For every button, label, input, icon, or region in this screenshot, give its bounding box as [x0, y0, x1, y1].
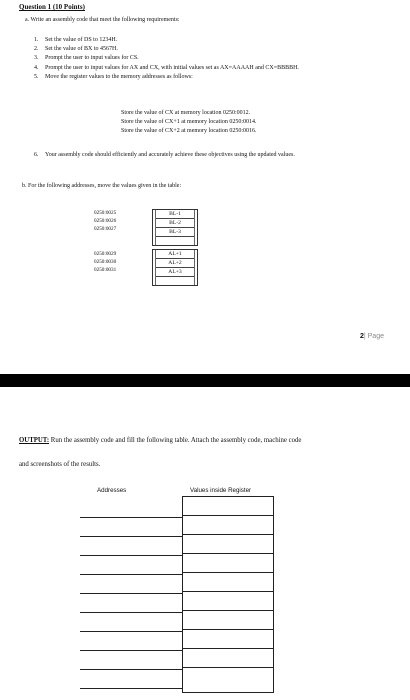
address-entry-row[interactable] [80, 632, 182, 651]
page-divider [0, 374, 410, 387]
requirement-item [34, 46, 374, 54]
value-entry-row[interactable] [183, 630, 273, 649]
value-entry-row[interactable] [183, 554, 273, 573]
address-label: 0250:0027 [94, 226, 117, 232]
output-addresses-column [80, 499, 182, 689]
values-column-header: Values inside Register [190, 487, 252, 494]
address-entry-row[interactable] [80, 613, 182, 632]
address-label: 0250:0030 [94, 259, 117, 265]
output-text: Run the assembly code and fill the following table. Attach the assembly code, machine code [49, 437, 302, 444]
requirement-number: 4. [34, 64, 39, 71]
table-cell: AL+1 [156, 250, 194, 259]
page-word: | Page [363, 333, 384, 340]
table-cell: AL+2 [156, 259, 194, 268]
output-instruction-cont: and screenshots of the results. [19, 461, 101, 468]
address-label: 0250:0031 [94, 267, 117, 273]
page-number [360, 333, 384, 340]
page-number-value: 2 [359, 333, 364, 340]
requirement-item [34, 74, 374, 82]
address-entry-row[interactable] [80, 537, 182, 556]
requirement-number: 1. [34, 37, 39, 43]
address-label: 0250:0026 [94, 218, 117, 224]
bl-values-table [152, 209, 198, 246]
output-label: OUTPUT: [19, 437, 50, 444]
question-title: Question 1 (10 Points) [19, 3, 85, 11]
store-line: Store the value of CX+2 at memory location 0250:0016. [121, 128, 257, 134]
value-entry-row[interactable] [183, 497, 273, 516]
requirement-item [34, 55, 374, 63]
table-cell: BL-1 [156, 210, 194, 219]
part-b-instruction: b. For the following addresses, move the values given in the table: [22, 183, 182, 189]
addresses-column-header: Addresses [97, 487, 127, 494]
value-entry-row[interactable] [183, 516, 273, 535]
address-entry-row[interactable] [80, 518, 182, 537]
value-entry-row[interactable] [183, 592, 273, 611]
address-group-2 [94, 250, 116, 274]
part-a-instruction: a. Write an assembly code that meet the following requirements: [25, 17, 180, 23]
store-instructions [121, 109, 257, 136]
store-line: Store the value of CX at memory location 0250:0012. [121, 110, 251, 116]
requirement-text: Prompt the user to input values for CS. [45, 55, 139, 62]
requirement-text: Your assembly code should efficiently and accurately achieve these objectives using the updated values. [45, 152, 295, 158]
table-cell-empty [156, 237, 194, 245]
table-cell: BL-2 [156, 219, 194, 228]
requirement-text: Set the value of DS to 1234H. [45, 37, 118, 43]
table-cell-empty [156, 277, 194, 285]
requirement-number: 2. [34, 46, 39, 53]
al-values-table [152, 249, 198, 286]
value-entry-row[interactable] [183, 535, 273, 554]
table-cell: AL+3 [156, 268, 194, 277]
value-entry-row[interactable] [183, 611, 273, 630]
requirement-text: Set the value of BX to 4567H. [45, 46, 118, 53]
address-group-1 [94, 209, 116, 233]
output-values-column [182, 496, 274, 693]
address-entry-row[interactable] [80, 594, 182, 613]
output-instruction [19, 437, 301, 444]
requirement-number: 6. [34, 152, 39, 158]
requirement-text: Move the register values to the memory addresses as follows: [45, 73, 193, 80]
address-entry-row[interactable] [80, 499, 182, 518]
store-line: Store the value of CX+1 at memory location 0250:0014. [121, 119, 257, 125]
requirements-list [34, 37, 374, 83]
address-label: 0250:0025 [94, 210, 117, 216]
value-entry-row[interactable] [183, 573, 273, 592]
address-entry-row[interactable] [80, 670, 182, 689]
table-cell: BL-3 [156, 228, 194, 237]
address-entry-row[interactable] [80, 651, 182, 670]
requirement-item [34, 65, 374, 73]
requirement-item [34, 151, 379, 160]
requirement-number: 3. [34, 55, 39, 62]
requirement-number: 5. [34, 73, 39, 80]
requirement-text: Prompt the user to input values for AX and CX, with initial values set as AX=AAAAH and CX=BBBBH. [45, 64, 299, 71]
value-entry-row[interactable] [183, 649, 273, 668]
address-label: 0250:0029 [94, 251, 117, 257]
requirement-item [34, 37, 374, 45]
address-entry-row[interactable] [80, 556, 182, 575]
address-entry-row[interactable] [80, 575, 182, 594]
